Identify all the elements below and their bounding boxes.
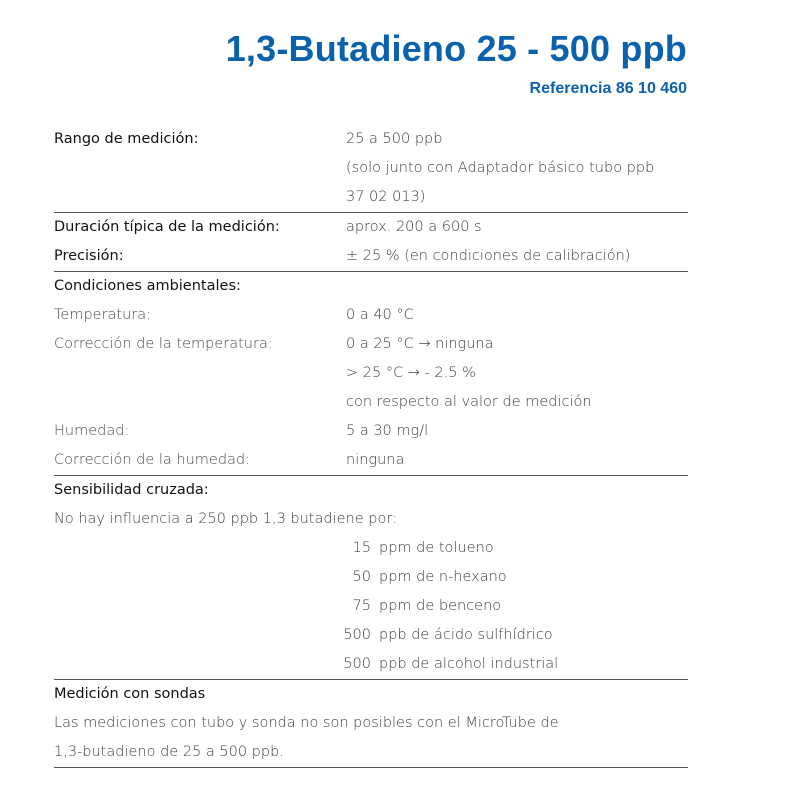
ambient-conditions-heading-row	[54, 271, 688, 301]
substance-name: ppm de benceno	[379, 598, 502, 614]
temperature-value: 0 a 40 °C	[346, 307, 414, 323]
temperature-label: Temperatura:	[54, 307, 152, 323]
probe-measurement-text-row	[54, 709, 688, 738]
precision-label: Precisión:	[54, 248, 124, 264]
substance-amount: 50	[352, 569, 371, 585]
cross-sensitivity-item	[54, 650, 688, 679]
substance-name: ppb de ácido sulfhídrico	[379, 627, 553, 643]
measurement-range-note: (solo junto con Adaptador básico tubo ppb	[346, 160, 655, 176]
duration-value: aprox. 200 a 600 s	[346, 219, 482, 235]
ambient-conditions-heading: Condiciones ambientales:	[54, 278, 241, 294]
spec-sheet	[54, 125, 688, 768]
cross-sensitivity-item	[54, 592, 688, 621]
humidity-correction-label: Corrección de la humedad:	[54, 452, 251, 468]
adapter-part-number: 37 02 013)	[346, 189, 426, 205]
measurement-range-label: Rango de medición:	[54, 131, 199, 147]
precision-value: ± 25 % (en condiciones de calibración)	[346, 248, 631, 264]
cross-sensitivity-heading: Sensibilidad cruzada:	[54, 482, 209, 498]
humidity-correction-row	[54, 446, 688, 475]
document-title: 1,3-Butadieno 25 - 500 ppb	[225, 28, 687, 69]
cross-sensitivity-intro: No hay influencia a 250 ppb 1,3 butadiene por:	[54, 511, 397, 527]
probe-measurement-heading: Medición con sondas	[54, 686, 206, 702]
substance-amount: 500	[343, 627, 371, 643]
temperature-row	[54, 301, 688, 330]
measurement-range-value: 25 a 500 ppb	[346, 131, 443, 147]
probe-measurement-heading-row	[54, 679, 688, 709]
measurement-range-row	[54, 125, 688, 154]
reference-number: Referencia 86 10 460	[529, 80, 687, 97]
substance-name: ppb de alcohol industrial	[379, 656, 559, 672]
temperature-correction-value: > 25 °C → - 2.5 %	[346, 365, 476, 381]
temperature-correction-note: con respecto al valor de medición	[346, 394, 592, 410]
humidity-correction-value: ninguna	[346, 452, 405, 468]
temperature-correction-row	[54, 330, 688, 359]
probe-measurement-text: 1,3-butadieno de 25 a 500 ppb.	[54, 744, 284, 760]
probe-measurement-text: Las mediciones con tubo y sonda no son posibles con el MicroTube de	[54, 715, 559, 731]
temperature-correction-value: 0 a 25 °C → ninguna	[346, 336, 494, 352]
temperature-correction-label: Corrección de la temperatura:	[54, 336, 273, 352]
precision-row	[54, 242, 688, 271]
probe-measurement-text-row	[54, 738, 688, 767]
cross-sensitivity-item	[54, 563, 688, 592]
temperature-correction-row	[54, 359, 688, 388]
substance-name: ppm de tolueno	[379, 540, 494, 556]
humidity-label: Humedad:	[54, 423, 130, 439]
substance-amount: 75	[352, 598, 371, 614]
humidity-row	[54, 417, 688, 446]
humidity-value: 5 a 30 mg/l	[346, 423, 429, 439]
measurement-range-note-row	[54, 154, 688, 183]
substance-amount: 500	[343, 656, 371, 672]
cross-sensitivity-intro-row	[54, 505, 688, 534]
measurement-range-note-row	[54, 183, 688, 212]
temperature-correction-row	[54, 388, 688, 417]
duration-label: Duración típica de la medición:	[54, 219, 280, 235]
substance-amount: 15	[352, 540, 371, 556]
duration-row	[54, 212, 688, 242]
cross-sensitivity-item	[54, 534, 688, 563]
bottom-divider	[54, 767, 688, 768]
cross-sensitivity-item	[54, 621, 688, 650]
substance-name: ppm de n-hexano	[379, 569, 507, 585]
cross-sensitivity-heading-row	[54, 475, 688, 505]
